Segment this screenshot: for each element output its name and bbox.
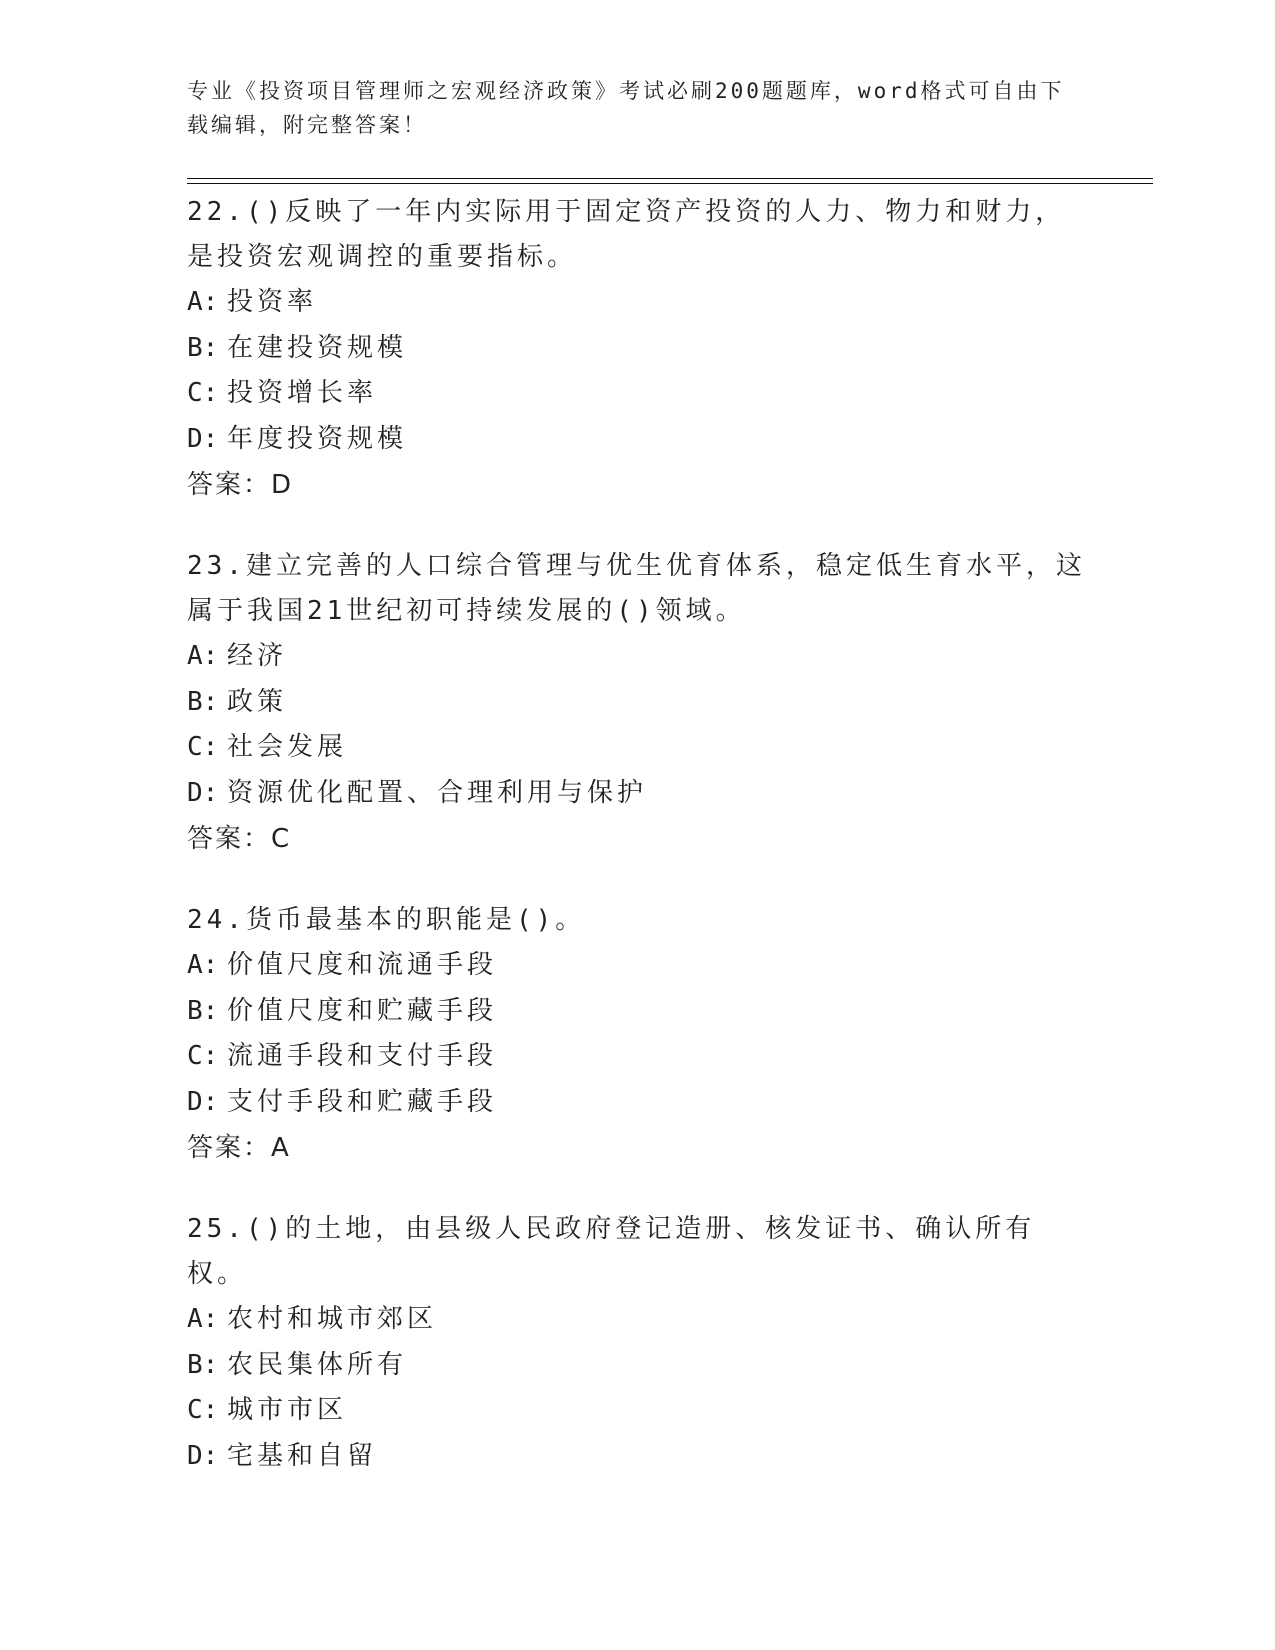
document-header: 专业《投资项目管理师之宏观经济政策》考试必刷200题题库，word格式可自由下载编辑，附完整答案！ [187, 79, 1065, 137]
option-text: 农民集体所有 [227, 1349, 408, 1380]
question-24 [187, 898, 1087, 1171]
question-22 [187, 190, 1087, 508]
option-a [187, 943, 1087, 989]
answer-line: 答案：C [187, 824, 292, 854]
option-letter: B: [187, 686, 219, 717]
option-text: 流通手段和支付手段 [227, 1041, 498, 1071]
answer-line: 答案：A [187, 1133, 291, 1163]
option-letter: B: [187, 1349, 219, 1380]
option-letter: A: [187, 287, 219, 317]
option-c [187, 725, 1087, 771]
option-letter: A: [187, 1304, 219, 1334]
option-b [187, 326, 1087, 372]
option-letter: C: [187, 732, 219, 762]
option-text: 经济 [227, 641, 288, 671]
option-text: 投资率 [227, 287, 318, 317]
header-divider-bottom [187, 183, 1153, 184]
option-text: 年度投资规模 [227, 423, 408, 454]
option-text: 在建投资规模 [227, 332, 408, 363]
option-text: 支付手段和贮藏手段 [227, 1086, 498, 1117]
option-letter: A: [187, 950, 219, 980]
option-letter: D: [187, 1086, 219, 1117]
option-letter: D: [187, 423, 219, 454]
question-23 [187, 544, 1087, 862]
option-c [187, 1388, 1087, 1434]
header-divider-top [187, 178, 1153, 179]
question-stem: 24.货币最基本的职能是()。 [187, 905, 586, 935]
option-b [187, 680, 1087, 726]
option-a [187, 634, 1087, 680]
option-c [187, 371, 1087, 417]
option-text: 价值尺度和流通手段 [227, 950, 498, 980]
option-text: 农村和城市郊区 [227, 1304, 438, 1334]
option-text: 价值尺度和贮藏手段 [227, 995, 498, 1026]
question-stem: 23.建立完善的人口综合管理与优生优育体系，稳定低生育水平，这属于我国21世纪初可持续发展的()领域。 [187, 551, 1086, 626]
option-text: 宅基和自留 [227, 1440, 378, 1471]
option-letter: D: [187, 777, 219, 808]
option-d [187, 1080, 1087, 1126]
option-c [187, 1034, 1087, 1080]
option-letter: C: [187, 378, 219, 408]
option-text: 城市市区 [227, 1395, 348, 1425]
option-letter: D: [187, 1440, 219, 1471]
option-text: 投资增长率 [227, 378, 378, 408]
option-letter: B: [187, 995, 219, 1026]
question-25 [187, 1207, 1087, 1479]
option-d [187, 771, 1087, 817]
question-stem: 25.()的土地，由县级人民政府登记造册、核发证书、确认所有权。 [187, 1214, 1036, 1289]
option-letter: A: [187, 641, 219, 671]
question-stem: 22.()反映了一年内实际用于固定资产投资的人力、物力和财力，是投资宏观调控的重要指标。 [187, 197, 1066, 272]
question-list [187, 190, 1087, 1515]
option-a [187, 280, 1087, 326]
option-d [187, 1434, 1087, 1480]
option-b [187, 989, 1087, 1035]
option-letter: C: [187, 1395, 219, 1425]
option-d [187, 417, 1087, 463]
option-text: 社会发展 [227, 732, 348, 762]
option-text: 资源优化配置、合理利用与保护 [227, 777, 648, 808]
option-a [187, 1297, 1087, 1343]
option-text: 政策 [227, 686, 288, 717]
option-letter: B: [187, 332, 219, 363]
option-letter: C: [187, 1041, 219, 1071]
option-b [187, 1343, 1087, 1389]
answer-line: 答案：D [187, 470, 294, 500]
